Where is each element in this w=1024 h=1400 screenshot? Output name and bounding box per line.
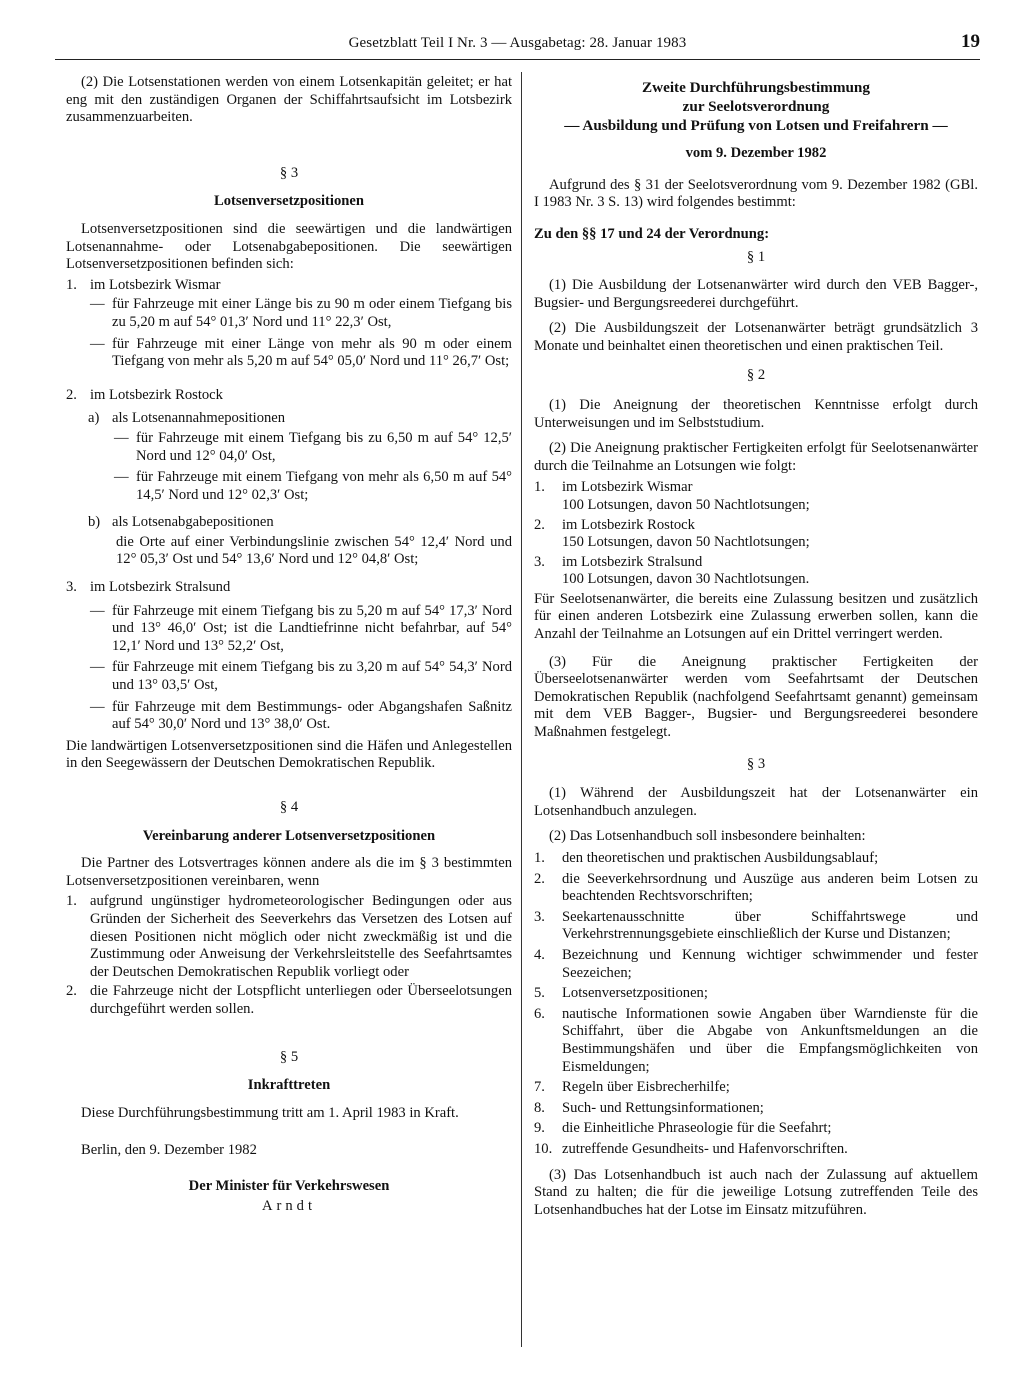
document-date: vom 9. Dezember 1982 <box>685 145 827 161</box>
document-subtitle: — Ausbildung und Prüfung von Lotsen und Freifahrern — <box>564 117 948 134</box>
section-text: Diese Durchführungsbestimmung tritt am 1. April 1983 in Kraft. <box>81 1104 459 1121</box>
section-number: § 4 <box>279 799 299 815</box>
paragraph: (2) Die Ausbildungszeit der Lotsenanwärter beträgt grundsätzlich 3 Monate und beinhaltet einen theoretischen und einen praktischen Teil. <box>534 320 978 354</box>
dash-text: für Fahrzeuge mit einem Tiefgang von mehr als 6,50 m auf 54° 14,5′ Nord und 12° 02,3′ Ost; <box>136 469 512 503</box>
list-item <box>66 579 512 597</box>
section-number: § 1 <box>746 249 766 266</box>
dash-text: für Fahrzeuge mit einer Länge bis zu 90 m oder einem Tiefgang bis zu 5,20 m auf 54° 01,3′ Nord und 11° 22,3′ Ost, <box>112 296 512 330</box>
handbook-contents-list <box>534 850 978 1159</box>
dash-text: für Fahrzeuge mit einem Tiefgang bis zu 6,50 m auf 54° 12,5′ Nord und 12° 04,0′ Ost, <box>136 429 512 464</box>
sub-item-body: die Orte auf einer Verbindungslinie zwischen 54° 12,4′ Nord und 12° 05,3′ Ost und 54° 13,6′ Nord und 12° 04,8′ Ost; <box>116 533 512 568</box>
column-divider <box>521 72 522 1347</box>
list-item <box>534 909 978 944</box>
list-item <box>534 1079 978 1097</box>
item-number: 2. <box>534 516 545 533</box>
item-label: im Lotsbezirk Wismar <box>90 276 221 293</box>
item-label: im Lotsbezirk Stralsund <box>90 579 231 596</box>
list-item <box>66 277 512 295</box>
list-item <box>534 1100 978 1118</box>
item-text: aufgrund ungünstiger hydrometeorologischer Bedingungen oder aus Gründen der Sicherheit des Seeverkehrs das Versetzen des Lotsen auf diesen Positionen nicht möglich oder nicht zweckmäßig ist und die Zustimmung oder Anweisung der Verkehrsleitstelle des Seefahrtsamtes der Deutschen Demokratischen Republik vorliegt oder <box>90 893 512 980</box>
running-head: Gesetzblatt Teil I Nr. 3 — Ausgabetag: 28. Januar 1983 <box>348 35 687 51</box>
list-item <box>66 387 512 405</box>
page-header <box>55 33 980 60</box>
item-text: Such- und Rettungsinformationen; <box>562 1099 764 1116</box>
list-item <box>534 871 978 906</box>
left-column <box>66 74 512 1215</box>
item-number: 2. <box>66 386 77 403</box>
item-number: 6. <box>534 1005 545 1022</box>
item-count: 100 Lotsungen, davon 50 Nachtlotsungen; <box>562 496 810 513</box>
dash-item: — für Fahrzeuge mit einem Tiefgang bis zu 5,20 m auf 54° 17,3′ Nord und 13° 46,0′ Ost; ist die Landtiefrinne nicht befahrbar, auf 54° 12,1′ Nord und 13° 52,2′ Ost, <box>90 602 512 654</box>
minister-name: Arndt <box>261 1197 317 1214</box>
item-text: den theoretischen und praktischen Ausbildungsablauf; <box>562 850 879 866</box>
list-item <box>534 947 978 982</box>
item-number: 4. <box>534 946 545 963</box>
list-item <box>534 1006 978 1076</box>
item-district: im Lotsbezirk Stralsund <box>562 553 703 570</box>
list-item <box>66 893 512 981</box>
paragraph: (3) Das Lotsenhandbuch ist auch nach der Zulassung auf aktuellem Stand zu halten; die für die jeweilige Lotsung zutreffenden Teile des Lotsenhandbuches hat der Lotse im Einsatz mitzuführen. <box>534 1166 978 1218</box>
paragraph: (1) Während der Ausbildungszeit hat der Lotsenanwärter ein Lotsenhandbuch anzulegen. <box>534 785 978 819</box>
sub-item-label: a) <box>88 410 100 427</box>
item-number: 8. <box>534 1099 545 1116</box>
list-item <box>534 517 978 552</box>
item-text: Seekartenausschnitte über Schiffahrtswege und Verkehrstrennungsgebiete einschließlich der Kurse und Distanzen; <box>562 908 978 943</box>
dash-text: für Fahrzeuge mit einem Tiefgang bis zu 5,20 m auf 54° 17,3′ Nord und 13° 46,0′ Ost; ist die Landtiefrinne nicht befahrbar, auf 54° 12,1′ Nord und 13° 52,2′ Ost, <box>112 602 512 654</box>
item-number: 1. <box>534 850 545 866</box>
sub-item-label: b) <box>88 514 101 531</box>
item-number: 9. <box>534 1120 545 1137</box>
item-text <box>562 517 978 552</box>
paragraph: (1) Die Aneignung der theoretischen Kenntnisse erfolgt durch Unterweisungen und im Selbststudium. <box>534 396 978 431</box>
paragraph-lotsenstationen: (2) Die Lotsenstationen werden von einem Lotsenkapitän geleitet; er hat eng mit den zuständigen Organen der Schiffahrtsaufsicht im Lotsbezirk zusammenzuarbeiten. <box>66 74 512 126</box>
right-column <box>534 74 978 1222</box>
page-number: 19 <box>961 31 980 52</box>
item-text: Lotsenversetzpositionen; <box>562 985 708 1002</box>
dash-item: — für Fahrzeuge mit dem Bestimmungs- oder Abgangshafen Saßnitz auf 54° 30,0′ Nord und 13° 38,0′ Ost. <box>90 698 512 733</box>
section-intro: Lotsenversetzpositionen sind die seewärtigen und die landwärtigen Lotsenannahme- oder Lotsenabgabepositionen. Die seewärtigen Lotsenversetzpositionen befinden sich: <box>66 220 512 273</box>
dash-item: — für Fahrzeuge mit einer Länge bis zu 90 m oder einem Tiefgang bis zu 5,20 m auf 54° 01,3′ Nord und 11° 22,3′ Ost, <box>90 296 512 330</box>
section-title: Vereinbarung anderer Lotsenversetzpositionen <box>142 827 436 844</box>
item-number: 10. <box>534 1140 553 1157</box>
section-number: § 2 <box>746 367 766 384</box>
item-number: 3. <box>66 579 77 596</box>
section-intro: Die Partner des Lotsvertrages können andere als die im § 3 bestimmten Lotsenversetzpositionen vereinbaren, wenn <box>66 855 512 889</box>
item-district: im Lotsbezirk Rostock <box>562 516 695 533</box>
item-count: 150 Lotsungen, davon 50 Nachtlotsungen; <box>562 534 810 551</box>
item-text <box>562 479 978 514</box>
list-item <box>534 985 978 1003</box>
paragraph: (2) Das Lotsenhandbuch soll insbesondere beinhalten: <box>549 828 866 845</box>
paragraph: (3) Für die Aneignung praktischer Fertigkeiten der Überseelotsenanwärter werden vom Seefahrtsamt der Deutschen Demokratischen Republik (nachfolgend Seefahrtsamt genannt) gemeinsam mit dem VEB Bagger-, Bugsier- und Bergungsreederei besondere Maßnahmen festgelegt. <box>534 653 978 741</box>
sub-item-text: als Lotsenabgabepositionen <box>112 514 274 531</box>
document-title-line-2: zur Seelotsverordnung <box>682 98 830 115</box>
dash-item: — für Fahrzeuge mit einer Länge von mehr als 90 m oder einem Tiefgang von mehr als 5,20 m auf 54° 05,0′ Nord und 11° 26,7′ Ost; <box>90 335 512 370</box>
item-number: 3. <box>534 553 545 570</box>
item-number: 7. <box>534 1079 545 1096</box>
item-text: die Seeverkehrsordnung und Auszüge aus anderen beim Lotsen zu beachtenden Rechtsvorschriften; <box>562 870 978 905</box>
item-number: 1. <box>66 276 77 293</box>
item-number: 1. <box>66 893 77 910</box>
item-text: Bezeichnung und Kennung wichtiger schwimmender und fester Seezeichen; <box>562 946 978 981</box>
section-number: § 3 <box>279 164 299 181</box>
sub-item <box>66 410 512 428</box>
item-text: Regeln über Eisbrecherhilfe; <box>562 1079 730 1096</box>
list-item <box>66 983 512 1018</box>
preamble: Aufgrund des § 31 der Seelotsverordnung vom 9. Dezember 1982 (GBl. I 1983 Nr. 3 S. 13) wird folgendes bestimmt: <box>534 176 978 211</box>
regulation-heading: Zu den §§ 17 und 24 der Verordnung: <box>534 225 770 242</box>
item-label: im Lotsbezirk Rostock <box>90 386 223 403</box>
list-item <box>534 850 978 868</box>
list-item <box>534 1141 978 1159</box>
minister-title: Der Minister für Verkehrswesen <box>188 1177 390 1194</box>
dash-item: — für Fahrzeuge mit einem Tiefgang bis zu 3,20 m auf 54° 54,3′ Nord und 13° 03,5′ Ost, <box>90 659 512 694</box>
section-closing: Die landwärtigen Lotsenversetzpositionen sind die Häfen und Anlegestellen in den Seegewässern der Deutschen Demokratischen Republik. <box>66 737 512 772</box>
paragraph: (2) Die Aneignung praktischer Fertigkeiten erfolgt für Seelotsenanwärter durch die Teilnahme an Lotsungen wie folgt: <box>534 440 978 474</box>
item-text: die Einheitliche Phraseologie für die Seefahrt; <box>562 1120 832 1137</box>
dash-item: — für Fahrzeuge mit einem Tiefgang bis zu 6,50 m auf 54° 12,5′ Nord und 12° 04,0′ Ost, <box>114 429 512 464</box>
item-number: 2. <box>534 870 545 887</box>
list-item <box>534 554 978 589</box>
section-number: § 5 <box>279 1048 299 1065</box>
sub-item <box>66 514 512 532</box>
dash-text: für Fahrzeuge mit einer Länge von mehr als 90 m oder einem Tiefgang von mehr als 5,20 m auf 54° 05,0′ Nord und 11° 26,7′ Ost; <box>112 335 512 370</box>
dash-text: für Fahrzeuge mit dem Bestimmungs- oder Abgangshafen Saßnitz auf 54° 30,0′ Nord und 13° 38,0′ Ost. <box>112 698 512 733</box>
item-number: 5. <box>534 985 545 1002</box>
item-text: die Fahrzeuge nicht der Lotspflicht unterliegen oder Überseelotsungen durchgeführt werden sollen. <box>90 983 512 1017</box>
item-district: im Lotsbezirk Wismar <box>562 479 693 496</box>
dash-item: — für Fahrzeuge mit einem Tiefgang von mehr als 6,50 m auf 54° 14,5′ Nord und 12° 02,3′ Ost; <box>114 469 512 503</box>
item-number: 1. <box>534 479 545 496</box>
list-item <box>534 1120 978 1138</box>
sub-item-text: als Lotsenannahmepositionen <box>112 410 286 427</box>
paragraph: (1) Die Ausbildung der Lotsenanwärter wird durch den VEB Bagger-, Bugsier- und Bergungsreederei durchgeführt. <box>534 276 978 311</box>
place-date: Berlin, den 9. Dezember 1982 <box>81 1142 257 1159</box>
item-count: 100 Lotsungen, davon 30 Nachtlotsungen. <box>562 571 810 588</box>
dash-text: für Fahrzeuge mit einem Tiefgang bis zu 3,20 m auf 54° 54,3′ Nord und 13° 03,5′ Ost, <box>112 659 512 694</box>
section-title: Lotsenversetzpositionen <box>214 193 364 210</box>
item-text: nautische Informationen sowie Angaben über Warndienste für die Schiffahrt, über die Abgabe von Ankunftsmeldungen an die Bestimmungshäfen und über die Empfangsmöglichkeiten von Eismeldungen; <box>562 1005 978 1075</box>
document-title: Zweite Durchführungsbestimmung <box>642 79 870 96</box>
paragraph: Für Seelotsenanwärter, die bereits eine Zulassung besitzen und zusätzlich für einen anderen Lotsbezirk eine Zulassung erwerben sollen, kann die Anzahl der Teilnahme an Lotsungen auf ein Drittel verringert werden. <box>534 590 978 643</box>
item-text <box>562 554 978 589</box>
item-number: 2. <box>66 983 77 1000</box>
section-number: § 3 <box>746 755 766 772</box>
item-text: zutreffende Gesundheits- und Hafenvorschriften. <box>562 1140 848 1157</box>
section-title: Inkrafttreten <box>247 1077 331 1094</box>
item-number: 3. <box>534 908 545 925</box>
list-item <box>534 479 978 514</box>
